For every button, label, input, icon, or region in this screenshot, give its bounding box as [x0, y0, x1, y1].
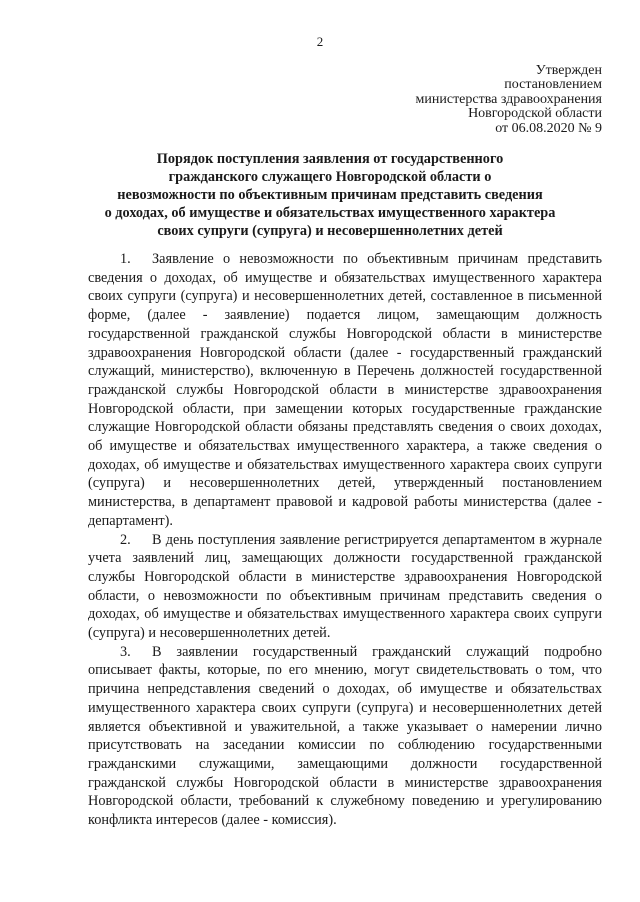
approval-line: постановлением [504, 77, 602, 93]
paragraph-number: 1. [120, 251, 131, 267]
title-line: Порядок поступления заявления от государственного [156, 151, 504, 167]
approval-line: от 06.08.2020 № 9 [495, 120, 602, 136]
paragraph-number: 3. [120, 643, 131, 660]
title-line: своих супруги (супруга) и несовершеннолетних детей [157, 223, 503, 239]
approval-line: Новгородской области [468, 106, 602, 122]
page-number: 2 [316, 34, 324, 49]
paragraph-1 [88, 250, 602, 531]
paragraph-text: В заявлении государственный гражданский служащий подробно описывает факты, которые, по его мнению, могут свидетельствовать о том, что причина непредставления сведений о доходах, об имуществе и обязательствах имущественного характера своих супруги (супруга) и несовершеннолетних детей является объективной и уважительной, а также указывает о намерении лично присутствовать на заседании комиссии по соблюдению государственными гражданскими служащими, замещающими должности государственной гражданской службы Новгородской области в министерстве здравоохранения Новгородской области, требований к служебному поведению и урегулированию конфликта интересов (далее - комиссия). [88, 643, 602, 829]
approval-line: Утвержден [535, 63, 602, 78]
paragraph-2 [88, 531, 602, 643]
title-line: о доходах, об имуществе и обязательствах имущественного характера [104, 205, 556, 221]
paragraph-3 [88, 643, 602, 830]
paragraph-text: Заявление о невозможности по объективным причинам представить сведения о доходах, об имуществе и обязательствах имущественного характера своих супруги (супруга) и несовершеннолетних детей, составленное в письменной форме, (далее - заявление) подается лицом, замещающим должность государственной гражданской службы Новгородской области в министерстве здравоохранения Новгородской области (далее - государственный гражданский служащий, министерство), включенную в Перечень должностей государственной гражданской службы Новгородской области в министерстве здравоохранения Новгородской области, при замещении которых государственные гражданские служащие Новгородской области обязаны представлять сведения о своих доходах, об имуществе и обязательствах имущественного характера, а также сведения о доходах, об имуществе и обязательствах имущественного характера своих супруги (супруга) и несовершеннолетних детей, утвержденный постановлением министерства, в департамент правовой и кадровой работы министерства (далее - департамент). [88, 251, 602, 529]
approval-block [416, 64, 602, 136]
paragraph-text: В день поступления заявление регистрируется департаментом в журнале учета заявлений лиц, замещающих должности государственной гражданской службы Новгородской области в министерстве здравоохранения Новгородской области, о невозможности по объективным причинам представить сведения о доходах, об имуществе и обязательствах имущественного характера своих супруги (супруга) и несовершеннолетних детей. [88, 531, 602, 642]
title-line: гражданского служащего Новгородской области о [168, 169, 492, 185]
paragraph-number: 2. [120, 531, 131, 548]
approval-line: министерства здравоохранения [415, 91, 602, 107]
document-title [80, 150, 580, 240]
document-body [88, 250, 602, 830]
title-line: невозможности по объективным причинам представить сведения [117, 187, 543, 203]
